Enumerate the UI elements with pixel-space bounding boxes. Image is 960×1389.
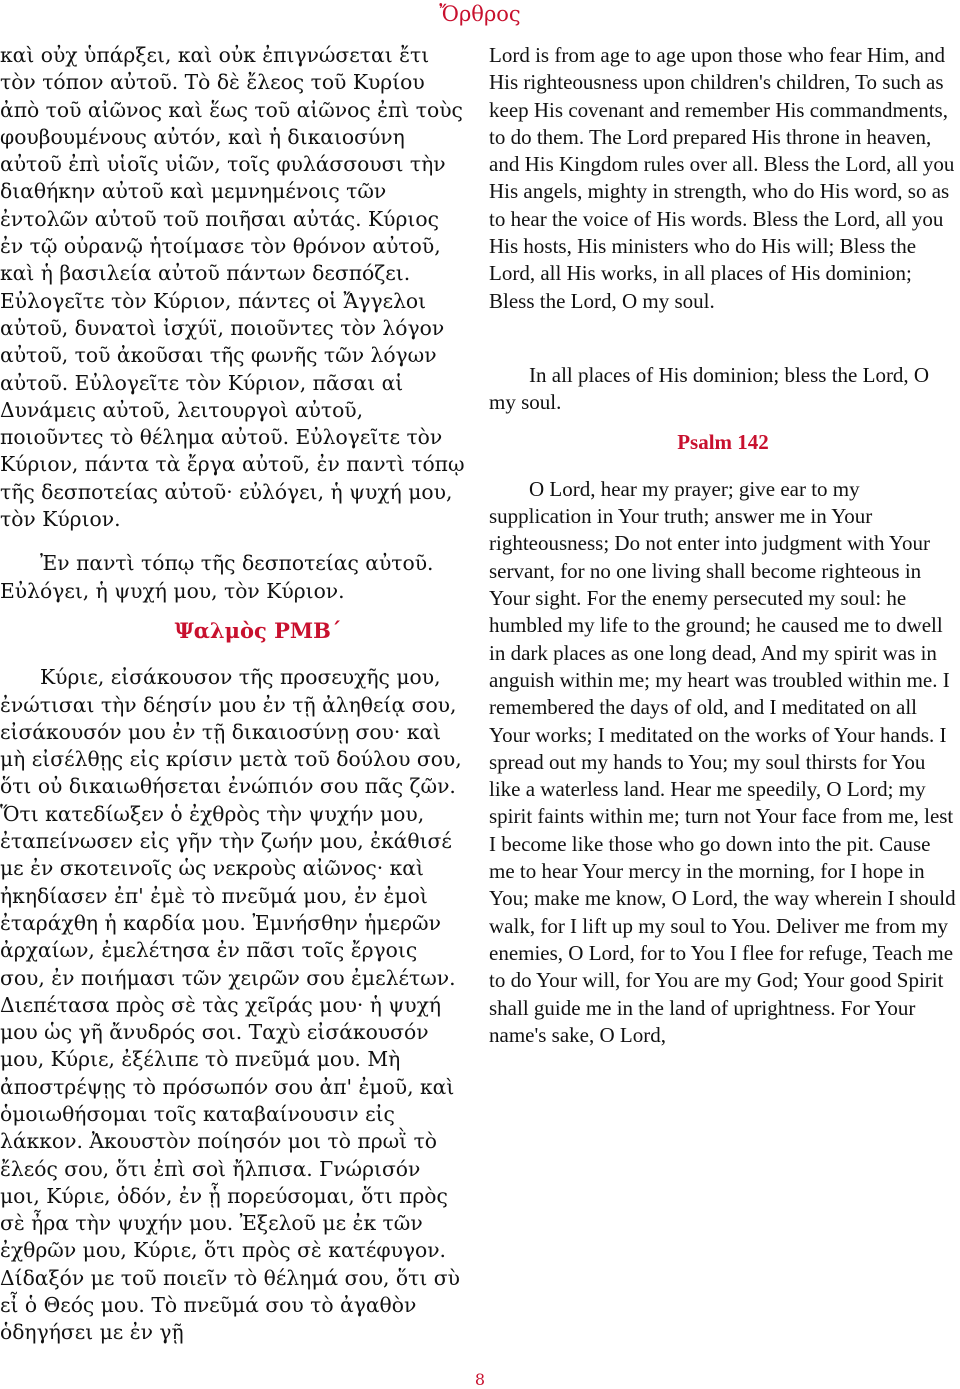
greek-psalm-heading: Ψαλμὸς ΡΜΒ΄: [174, 617, 342, 643]
english-psalm-heading: Psalm 142: [677, 429, 769, 454]
greek-refrain: Ἐν παντὶ τόπῳ τῆς δεσποτείας αὐτοῦ. Εὐλόγει, ἡ ψυχή μου, τὸν Κύριον.: [0, 551, 434, 603]
running-head: Ὄρθρος: [439, 2, 521, 26]
english-psalm-142-text: O Lord, hear my prayer; give ear to my supplication in Your truth; answer me in Your righteousness; Do not enter into judgment with Your servant, for no one living shall become righteous in Your sight. For the enemy persecuted my soul: he humbled my life to the ground; he caused me to dwell in dark places as one long dead, And my spirit was in anguish within me; my heart was troubled within me. I remembered the days of old, and I meditated on all Your works; I meditated on the works of Your hands. I spread out my hands to You; my soul thirsts for You like a waterless land. Hear me speedily, O Lord; my spirit faints within me; turn not Your face from me, lest I become like those who go down into the pit. Cause me to hear Your mercy in the morning, for I hope in You; make me know, O Lord, the way wherein I should walk, for I lift up my soul to You. Deliver me from my enemies, O Lord, for to You I flee for refuge, Teach me to do Your will, for You are my God; Your good Spirit shall guide me in the land of uprightness. For Your name's sake, O Lord,: [489, 476, 956, 1047]
english-refrain: In all places of His dominion; bless the Lord, O my soul.: [489, 362, 930, 415]
greek-psalm-102-text: καὶ οὐχ ὑπάρξει, καὶ οὐκ ἐπιγνώσεται ἔτι τὸν τόπον αὐτοῦ. Τὸ δὲ ἔλεος τοῦ Κυρίου ἀπὸ τοῦ αἰῶνος καὶ ἕως τοῦ αἰῶνος ἐπὶ τοὺς φουβουμένους αὐτόν, καὶ ἡ δικαιοσύνη αὐτοῦ ἐπὶ υἱοῖς υἱῶν, τοῖς φυλάσσουσι τὴν διαθήκην αὐτοῦ καὶ μεμνημένοις τῶν ἐντολῶν αὐτοῦ τοῦ ποιῆσαι αὐτάς. Κύριος ἐν τῷ οὐρανῷ ἡτοίμασε τὸν θρόνον αὐτοῦ, καὶ ἡ βασιλεία αὐτοῦ πάντων δεσπόζει. Εὐλογεῖτε τὸν Κύριον, πάντες οἱ Ἄγγελοι αὐτοῦ, δυνατοὶ ἰσχύϊ, ποιοῦντες τὸν λόγον αὐτοῦ, τοῦ ἀκοῦσαι τῆς φωνῆς τῶν λόγων αὐτοῦ. Εὐλογεῖτε τὸν Κύριον, πᾶσαι αἱ Δυνάμεις αὐτοῦ, λειτουργοὶ αὐτοῦ, ποιοῦντες τὸ θέλημα αὐτοῦ. Εὐλογεῖτε τὸν Κύριον, πάντα τὰ ἔργα αὐτοῦ, ἐν παντὶ τόπῳ τῆς δεσποτείας αὐτοῦ· εὐλόγει, ἡ ψυχή μου, τὸν Κύριον.: [0, 43, 465, 532]
greek-psalm-142-text: Κύριε, εἰσάκουσον τῆς προσευχῆς μου, ἐνώτισαι τὴν δέησίν μου ἐν τῇ ἀληθείᾳ σου, εἰσάκουσόν μου ἐν τῇ δικαιοσύνῃ σου· καὶ μὴ εἰσέλθῃς εἰς κρίσιν μετὰ τοῦ δούλου σου, ὅτι οὐ δικαιωθήσεται ἐνώπιόν σου πᾶς ζῶν. Ὅτι κατεδίωξεν ὁ ἐχθρὸς τὴν ψυχήν μου, ἐταπείνωσεν εἰς γῆν τὴν ζωήν μου, ἐκάθισέ με ἐν σκοτεινοῖς ὡς νεκροὺς αἰῶνος· καὶ ἠκηδίασεν ἐπ' ἐμὲ τὸ πνεῦμά μου, ἐν ἐμοὶ ἐταράχθη ἡ καρδία μου. Ἐμνήσθην ἡμερῶν ἀρχαίων, ἐμελέτησα ἐν πᾶσι τοῖς ἔργοις σου, ἐν ποιήμασι τῶν χειρῶν σου ἐμελέτων. Διεπέτασα πρὸς σὲ τὰς χεῖράς μου· ἡ ψυχή μου ὡς γῆ ἄνυδρός σοι. Ταχὺ εἰσάκουσόν μου, Κύριε, ἐξέλιπε τὸ πνεῦμά μου. Μὴ ἀποστρέψῃς τὸ πρόσωπόν σου ἀπ' ἐμοῦ, καὶ ὁμοιωθήσομαι τοῖς καταβαίνουσιν εἰς λάκκον. Ἀκουστὸν ποίησόν μοι τὸ πρωῒ τὸ ἔλεός σου, ὅτι ἐπὶ σοὶ ἤλπισα. Γνώρισόν μοι, Κύριε, ὁδόν, ἐν ᾗ πορεύσομαι, ὅτι πρὸς σὲ ἦρα τὴν ψυχήν μου. Ἐξελοῦ με ἐκ τῶν ἐχθρῶν μου, Κύριε, ὅτι πρὸς σὲ κατέφυγον. Δίδαξόν με τοῦ ποιεῖν τὸ θέλημά σου, ὅτι σὺ εἶ ὁ Θεός μου. Τὸ πνεῦμά σου τὸ ἀγαθὸν ὁδηγήσει με ἐν γῇ: [0, 665, 462, 1345]
english-column: [489, 42, 957, 1049]
page-number: 8: [474, 1370, 486, 1389]
english-psalm-102-text: Lord is from age to age upon those who fear Him, and His righteousness upon children's children, To such as keep His covenant and remember His commandments, to do them. The Lord prepared His throne in heaven, and His Kingdom rules over all. Bless the Lord, all you His angels, mighty in strength, who do His word, so as to hear the voice of His words. Bless the Lord, all you His hosts, His ministers who do His will; Bless the Lord, all His works, in all places of His dominion; Bless the Lord, O my soul.: [489, 43, 955, 313]
greek-column: [0, 42, 466, 1347]
